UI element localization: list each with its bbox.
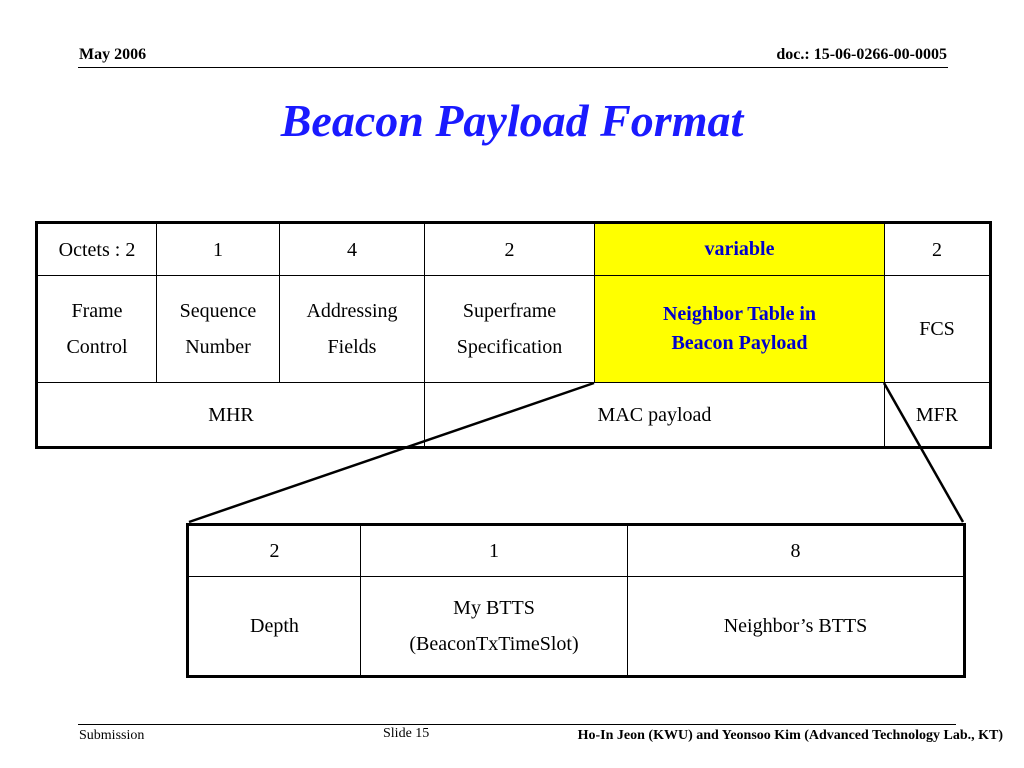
field-fcs: FCS xyxy=(885,276,991,383)
field-my-btts: My BTTS (BeaconTxTimeSlot) xyxy=(361,577,628,677)
octets-cell: Octets : 2 xyxy=(37,223,157,276)
connector-right-line xyxy=(884,383,963,522)
field-depth: Depth xyxy=(188,577,361,677)
footer-submission: Submission xyxy=(79,728,145,743)
footer-authors: Ho-In Jeon (KWU) and Yeonsoo Kim (Advanced Technology Lab., KT) xyxy=(577,728,1003,743)
neighbor-table-payload xyxy=(186,523,966,678)
field-neighbor-btts: Neighbor’s BTTS xyxy=(628,577,965,677)
octets-cell-variable: variable xyxy=(595,223,885,276)
field-addressing-fields: Addressing Fields xyxy=(280,276,425,383)
slide-title: Beacon Payload Format xyxy=(280,95,744,146)
field-frame-control: Frame Control xyxy=(37,276,157,383)
payload-octets-cell: 2 xyxy=(188,525,361,577)
group-mac-payload: MAC payload xyxy=(425,383,885,448)
field-superframe-specification: Superframe Specification xyxy=(425,276,595,383)
payload-octets-row xyxy=(188,525,965,577)
octets-cell: 2 xyxy=(885,223,991,276)
payload-fields-row xyxy=(188,577,965,677)
octets-cell: 4 xyxy=(280,223,425,276)
header-date: May 2006 xyxy=(79,46,147,63)
footer-slide-number: Slide 15 xyxy=(383,726,430,741)
field-neighbor-table: Neighbor Table in Beacon Payload xyxy=(595,276,885,383)
payload-octets-cell: 1 xyxy=(361,525,628,577)
footer-rule xyxy=(78,724,956,725)
field-sequence-number: Sequence Number xyxy=(157,276,280,383)
payload-octets-cell: 8 xyxy=(628,525,965,577)
octets-cell: 1 xyxy=(157,223,280,276)
connector-left-line xyxy=(189,383,594,522)
header-doc-id: doc.: 15-06-0266-00-0005 xyxy=(776,46,947,63)
group-mhr: MHR xyxy=(37,383,425,448)
group-mfr: MFR xyxy=(885,383,991,448)
octets-cell: 2 xyxy=(425,223,595,276)
